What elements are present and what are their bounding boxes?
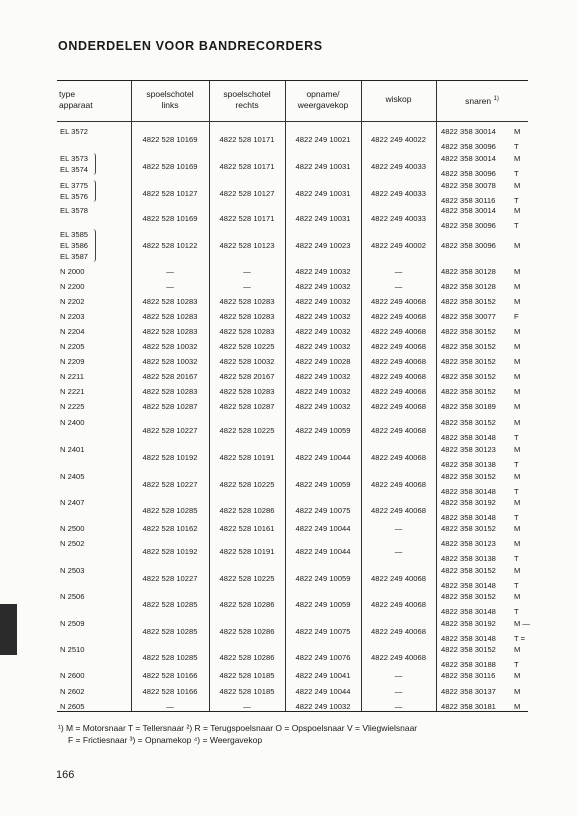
type-cell: N 2510 bbox=[60, 645, 85, 654]
spl-cell: 4822 528 10285 bbox=[142, 599, 198, 609]
opn-cell: 4822 249 10032 bbox=[295, 372, 351, 381]
wis-cell: 4822 249 40068 bbox=[371, 342, 426, 351]
spr-cell: 4822 528 10286 bbox=[219, 652, 275, 662]
opn-cell: 4822 249 10031 bbox=[295, 188, 351, 198]
snaren-partnumber: 4822 358 30128 bbox=[441, 267, 496, 276]
spr-cell: 4822 528 10123 bbox=[219, 241, 275, 250]
snaren-code: M bbox=[514, 267, 521, 276]
snaren-code: T bbox=[514, 433, 519, 442]
header-spoelschotel-links bbox=[131, 89, 209, 111]
snaren-code: T = bbox=[514, 634, 526, 643]
snaren-partnumber: 4822 358 30152 bbox=[441, 297, 496, 306]
spl-cell: 4822 528 10169 bbox=[142, 161, 198, 171]
snaren-partnumber: 4822 358 30152 bbox=[441, 342, 496, 351]
snaren-code: M bbox=[514, 342, 521, 351]
spr-cell: 4822 528 10225 bbox=[219, 479, 275, 489]
opn-cell: 4822 249 10044 bbox=[295, 524, 351, 533]
wis-cell: 4822 249 40022 bbox=[371, 134, 426, 144]
type-cell: N 2202 bbox=[60, 297, 85, 306]
spl-cell: 4822 528 20167 bbox=[142, 372, 198, 381]
header-snaren bbox=[436, 94, 528, 107]
wis-cell: — bbox=[394, 671, 403, 680]
snaren-code: T bbox=[514, 660, 519, 669]
wis-cell: 4822 249 40033 bbox=[371, 161, 426, 171]
snaren-code: M bbox=[514, 297, 521, 306]
snaren-code: M bbox=[514, 357, 521, 366]
opn-cell: 4822 249 10031 bbox=[295, 161, 351, 171]
snaren-partnumber: 4822 358 30152 bbox=[441, 566, 496, 575]
spl-cell: 4822 528 10127 bbox=[142, 188, 198, 198]
spr-cell: 4822 528 10286 bbox=[219, 505, 275, 515]
header-opname-weergavekop bbox=[285, 89, 361, 111]
spl-cell: — bbox=[166, 702, 174, 711]
wis-cell: 4822 249 40002 bbox=[371, 241, 426, 250]
spr-cell: 4822 528 10283 bbox=[219, 387, 275, 396]
type-cell: EL 3578 bbox=[60, 206, 89, 215]
header-spr-line2: rechts bbox=[235, 100, 259, 110]
type-cell: N 2211 bbox=[60, 372, 84, 381]
type-cell: EL 3586 bbox=[60, 241, 89, 250]
snaren-partnumber: 4822 358 30116 bbox=[441, 671, 496, 680]
spl-cell: 4822 528 10169 bbox=[142, 134, 198, 144]
snaren-partnumber: 4822 358 30148 bbox=[441, 581, 496, 590]
opn-cell: 4822 249 10059 bbox=[295, 479, 351, 489]
snaren-code: F bbox=[514, 312, 519, 321]
wis-cell: 4822 249 40033 bbox=[371, 213, 426, 223]
snaren-code: M bbox=[514, 472, 521, 481]
snaren-partnumber: 4822 358 30014 bbox=[441, 154, 496, 163]
wis-cell: 4822 249 40068 bbox=[371, 357, 426, 366]
snaren-code: M bbox=[514, 566, 521, 575]
spl-cell: 4822 528 10227 bbox=[142, 479, 198, 489]
snaren-code: M bbox=[514, 671, 521, 680]
spl-cell: 4822 528 10166 bbox=[142, 671, 198, 680]
snaren-code: T bbox=[514, 581, 519, 590]
type-cell: EL 3587 bbox=[60, 252, 89, 261]
snaren-partnumber: 4822 358 30192 bbox=[441, 498, 496, 507]
spl-cell: 4822 528 10227 bbox=[142, 425, 198, 435]
wis-cell: 4822 249 40068 bbox=[371, 452, 426, 462]
header-snaren-footnote-ref: 1) bbox=[493, 96, 499, 102]
snaren-code: T bbox=[514, 196, 519, 205]
snaren-partnumber: 4822 358 30152 bbox=[441, 357, 496, 366]
type-cell: N 2502 bbox=[60, 539, 85, 548]
opn-cell: 4822 249 10032 bbox=[295, 327, 351, 336]
spl-cell: 4822 528 10122 bbox=[142, 241, 198, 250]
type-cell: N 2203 bbox=[60, 312, 85, 321]
snaren-code: T bbox=[514, 513, 519, 522]
snaren-partnumber: 4822 358 30138 bbox=[441, 554, 496, 563]
snaren-code: M bbox=[514, 402, 521, 411]
opn-cell: 4822 249 10076 bbox=[295, 652, 351, 662]
spl-cell: 4822 528 10032 bbox=[142, 342, 198, 351]
opn-cell: 4822 249 10059 bbox=[295, 599, 351, 609]
snaren-partnumber: 4822 358 30128 bbox=[441, 282, 496, 291]
wis-cell: 4822 249 40068 bbox=[371, 327, 426, 336]
column-divider bbox=[436, 81, 437, 711]
header-spoelschotel-rechts bbox=[209, 89, 285, 111]
snaren-partnumber: 4822 358 30189 bbox=[441, 402, 496, 411]
type-cell: N 2205 bbox=[60, 342, 85, 351]
wis-cell: — bbox=[394, 267, 403, 276]
type-cell: N 2503 bbox=[60, 566, 85, 575]
type-cell: N 2605 bbox=[60, 702, 85, 711]
opn-cell: 4822 249 10075 bbox=[295, 505, 351, 515]
snaren-code: M bbox=[514, 181, 521, 190]
type-cell: N 2400 bbox=[60, 418, 85, 427]
opn-cell: 4822 249 10021 bbox=[295, 134, 351, 144]
wis-cell: — bbox=[394, 546, 403, 556]
type-cell: N 2407 bbox=[60, 498, 85, 507]
page-number: 166 bbox=[56, 769, 75, 781]
snaren-partnumber: 4822 358 30014 bbox=[441, 206, 496, 215]
spr-cell: 4822 528 10191 bbox=[219, 452, 275, 462]
snaren-code: M bbox=[514, 418, 521, 427]
opn-cell: 4822 249 10032 bbox=[295, 312, 351, 321]
type-cell: N 2602 bbox=[60, 687, 85, 696]
snaren-code: M bbox=[514, 498, 521, 507]
wis-cell: 4822 249 40068 bbox=[371, 402, 426, 411]
snaren-code: M bbox=[514, 127, 521, 136]
snaren-partnumber: 4822 358 30096 bbox=[441, 241, 496, 250]
spr-cell: 4822 528 10171 bbox=[219, 134, 275, 144]
spr-cell: 4822 528 10283 bbox=[219, 327, 275, 336]
type-cell: N 2000 bbox=[60, 267, 85, 276]
spl-cell: 4822 528 10227 bbox=[142, 573, 198, 583]
page-title: ONDERDELEN VOOR BANDRECORDERS bbox=[58, 39, 323, 53]
type-cell: EL 3573 bbox=[60, 154, 89, 163]
snaren-partnumber: 4822 358 30148 bbox=[441, 513, 496, 522]
snaren-partnumber: 4822 358 30188 bbox=[441, 660, 496, 669]
spr-cell: 4822 528 10225 bbox=[219, 573, 275, 583]
type-cell: N 2401 bbox=[60, 445, 85, 454]
snaren-code: M — bbox=[514, 619, 531, 628]
snaren-code: M bbox=[514, 206, 521, 215]
wis-cell: 4822 249 40068 bbox=[371, 479, 426, 489]
snaren-code: T bbox=[514, 460, 519, 469]
type-cell: EL 3775 bbox=[60, 181, 89, 190]
snaren-partnumber: 4822 358 30148 bbox=[441, 433, 496, 442]
spl-cell: — bbox=[166, 282, 174, 291]
header-type-line2: apparaat bbox=[59, 100, 93, 110]
spl-cell: 4822 528 10287 bbox=[142, 402, 198, 411]
snaren-code: M bbox=[514, 592, 521, 601]
spl-cell: 4822 528 10285 bbox=[142, 626, 198, 636]
opn-cell: 4822 249 10041 bbox=[295, 671, 351, 680]
type-cell: EL 3574 bbox=[60, 165, 89, 174]
snaren-partnumber: 4822 358 30014 bbox=[441, 127, 496, 136]
snaren-code: T bbox=[514, 607, 519, 616]
opn-cell: 4822 249 10031 bbox=[295, 213, 351, 223]
spl-cell: 4822 528 10192 bbox=[142, 546, 198, 556]
snaren-partnumber: 4822 358 30138 bbox=[441, 460, 496, 469]
snaren-code: M bbox=[514, 327, 521, 336]
header-wis-line1: wiskop bbox=[385, 94, 412, 104]
type-cell: N 2509 bbox=[60, 619, 85, 628]
snaren-partnumber: 4822 358 30181 bbox=[441, 702, 496, 711]
type-cell: N 2200 bbox=[60, 282, 85, 291]
opn-cell: 4822 249 10023 bbox=[295, 241, 351, 250]
snaren-code: M bbox=[514, 524, 521, 533]
spr-cell: 4822 528 10032 bbox=[219, 357, 275, 366]
wis-cell: — bbox=[394, 282, 403, 291]
spl-cell: 4822 528 10283 bbox=[142, 297, 198, 306]
header-separator bbox=[57, 121, 528, 122]
spl-cell: 4822 528 10283 bbox=[142, 327, 198, 336]
spl-cell: 4822 528 10283 bbox=[142, 312, 198, 321]
opn-cell: 4822 249 10044 bbox=[295, 546, 351, 556]
snaren-code: M bbox=[514, 702, 521, 711]
header-spr-line1: spoelschotel bbox=[223, 89, 271, 99]
snaren-partnumber: 4822 358 30192 bbox=[441, 619, 496, 628]
type-cell: N 2209 bbox=[60, 357, 85, 366]
type-cell: N 2204 bbox=[60, 327, 85, 336]
snaren-code: M bbox=[514, 241, 521, 250]
header-spl-line1: spoelschotel bbox=[146, 89, 194, 99]
snaren-code: M bbox=[514, 445, 521, 454]
spr-cell: — bbox=[243, 282, 251, 291]
wis-cell: 4822 249 40033 bbox=[371, 188, 426, 198]
snaren-partnumber: 4822 358 30152 bbox=[441, 387, 496, 396]
spr-cell: — bbox=[243, 267, 251, 276]
snaren-code: T bbox=[514, 221, 519, 230]
opn-cell: 4822 249 10032 bbox=[295, 387, 351, 396]
spl-cell: 4822 528 10285 bbox=[142, 505, 198, 515]
wis-cell: 4822 249 40068 bbox=[371, 425, 426, 435]
type-cell: N 2405 bbox=[60, 472, 85, 481]
header-spl-line2: links bbox=[161, 100, 179, 110]
header-snaren-label: snaren bbox=[465, 95, 492, 106]
spr-cell: 4822 528 10286 bbox=[219, 599, 275, 609]
spr-cell: 4822 528 10171 bbox=[219, 161, 275, 171]
header-opn-line1: opname/ bbox=[306, 89, 340, 99]
snaren-partnumber: 4822 358 30116 bbox=[441, 196, 496, 205]
type-cell: N 2221 bbox=[60, 387, 85, 396]
opn-cell: 4822 249 10032 bbox=[295, 702, 351, 711]
snaren-code: T bbox=[514, 169, 519, 178]
type-cell: EL 3585 bbox=[60, 230, 89, 239]
spr-cell: 4822 528 10225 bbox=[219, 342, 275, 351]
opn-cell: 4822 249 10044 bbox=[295, 452, 351, 462]
snaren-code: M bbox=[514, 539, 521, 548]
type-cell: N 2600 bbox=[60, 671, 85, 680]
snaren-partnumber: 4822 358 30148 bbox=[441, 607, 496, 616]
snaren-partnumber: 4822 358 30152 bbox=[441, 472, 496, 481]
snaren-code: M bbox=[514, 282, 521, 291]
snaren-partnumber: 4822 358 30152 bbox=[441, 372, 496, 381]
snaren-code: M bbox=[514, 387, 521, 396]
wis-cell: 4822 249 40068 bbox=[371, 372, 426, 381]
opn-cell: 4822 249 10032 bbox=[295, 297, 351, 306]
opn-cell: 4822 249 10032 bbox=[295, 267, 351, 276]
spr-cell: 4822 528 10185 bbox=[219, 671, 275, 680]
spl-cell: 4822 528 10032 bbox=[142, 357, 198, 366]
snaren-partnumber: 4822 358 30123 bbox=[441, 445, 496, 454]
snaren-partnumber: 4822 358 30152 bbox=[441, 418, 496, 427]
opn-cell: 4822 249 10059 bbox=[295, 573, 351, 583]
row-group-brace bbox=[93, 229, 96, 262]
snaren-code: M bbox=[514, 154, 521, 163]
snaren-code: T bbox=[514, 554, 519, 563]
wis-cell: — bbox=[394, 524, 403, 533]
wis-cell: 4822 249 40068 bbox=[371, 652, 426, 662]
spl-cell: 4822 528 10283 bbox=[142, 387, 198, 396]
page-edge-tab bbox=[0, 604, 17, 655]
spl-cell: 4822 528 10166 bbox=[142, 687, 198, 696]
snaren-partnumber: 4822 358 30096 bbox=[441, 221, 496, 230]
snaren-partnumber: 4822 358 30152 bbox=[441, 645, 496, 654]
spr-cell: 4822 528 10287 bbox=[219, 402, 275, 411]
wis-cell: 4822 249 40068 bbox=[371, 312, 426, 321]
footnote-line1: ¹) M = Motorsnaar T = Tellersnaar ²) R = Terugspoelsnaar O = Opspoelsnaar V = Vliegwielsnaar bbox=[58, 723, 418, 733]
snaren-partnumber: 4822 358 30096 bbox=[441, 169, 496, 178]
spr-cell: 4822 528 10283 bbox=[219, 312, 275, 321]
spr-cell: 4822 528 10225 bbox=[219, 425, 275, 435]
header-type-line1: type bbox=[59, 89, 76, 99]
snaren-partnumber: 4822 358 30096 bbox=[441, 142, 496, 151]
row-group-brace bbox=[93, 180, 96, 202]
header-opn-line2: weergavekop bbox=[297, 100, 349, 110]
snaren-code: T bbox=[514, 487, 519, 496]
spr-cell: 4822 528 10185 bbox=[219, 687, 275, 696]
wis-cell: 4822 249 40068 bbox=[371, 573, 426, 583]
footnote bbox=[58, 722, 538, 746]
type-cell: EL 3572 bbox=[60, 127, 89, 136]
spr-cell: — bbox=[243, 702, 251, 711]
wis-cell: 4822 249 40068 bbox=[371, 626, 426, 636]
parts-table bbox=[57, 80, 531, 712]
spr-cell: 4822 528 10286 bbox=[219, 626, 275, 636]
footnote-line2: F = Frictiesnaar ³) = Opnamekop ⁴) = Weergavekop bbox=[68, 735, 263, 745]
snaren-code: M bbox=[514, 687, 521, 696]
snaren-code: T bbox=[514, 142, 519, 151]
wis-cell: 4822 249 40068 bbox=[371, 599, 426, 609]
spr-cell: 4822 528 10283 bbox=[219, 297, 275, 306]
spl-cell: 4822 528 10169 bbox=[142, 213, 198, 223]
snaren-partnumber: 4822 358 30148 bbox=[441, 634, 496, 643]
row-group-brace bbox=[93, 153, 96, 175]
snaren-partnumber: 4822 358 30148 bbox=[441, 487, 496, 496]
header-wiskop bbox=[361, 94, 436, 105]
spr-cell: 4822 528 10171 bbox=[219, 213, 275, 223]
spl-cell: 4822 528 10192 bbox=[142, 452, 198, 462]
opn-cell: 4822 249 10059 bbox=[295, 425, 351, 435]
spr-cell: 4822 528 20167 bbox=[219, 372, 275, 381]
opn-cell: 4822 249 10075 bbox=[295, 626, 351, 636]
type-cell: N 2500 bbox=[60, 524, 85, 533]
wis-cell: 4822 249 40068 bbox=[371, 505, 426, 515]
type-cell: EL 3576 bbox=[60, 192, 89, 201]
opn-cell: 4822 249 10028 bbox=[295, 357, 351, 366]
type-cell: N 2506 bbox=[60, 592, 85, 601]
wis-cell: — bbox=[394, 702, 403, 711]
wis-cell: 4822 249 40068 bbox=[371, 297, 426, 306]
spl-cell: 4822 528 10285 bbox=[142, 652, 198, 662]
opn-cell: 4822 249 10032 bbox=[295, 342, 351, 351]
type-cell: N 2225 bbox=[60, 402, 85, 411]
snaren-partnumber: 4822 358 30137 bbox=[441, 687, 496, 696]
opn-cell: 4822 249 10032 bbox=[295, 282, 351, 291]
spr-cell: 4822 528 10127 bbox=[219, 188, 275, 198]
snaren-code: M bbox=[514, 645, 521, 654]
snaren-code: M bbox=[514, 372, 521, 381]
snaren-partnumber: 4822 358 30152 bbox=[441, 592, 496, 601]
opn-cell: 4822 249 10044 bbox=[295, 687, 351, 696]
snaren-partnumber: 4822 358 30123 bbox=[441, 539, 496, 548]
spr-cell: 4822 528 10191 bbox=[219, 546, 275, 556]
opn-cell: 4822 249 10032 bbox=[295, 402, 351, 411]
spl-cell: — bbox=[166, 267, 174, 276]
snaren-partnumber: 4822 358 30077 bbox=[441, 312, 496, 321]
snaren-partnumber: 4822 358 30152 bbox=[441, 524, 496, 533]
snaren-partnumber: 4822 358 30152 bbox=[441, 327, 496, 336]
spl-cell: 4822 528 10162 bbox=[142, 524, 198, 533]
snaren-partnumber: 4822 358 30078 bbox=[441, 181, 496, 190]
header-type bbox=[59, 89, 93, 111]
wis-cell: 4822 249 40068 bbox=[371, 387, 426, 396]
spr-cell: 4822 528 10161 bbox=[219, 524, 275, 533]
wis-cell: — bbox=[394, 687, 403, 696]
